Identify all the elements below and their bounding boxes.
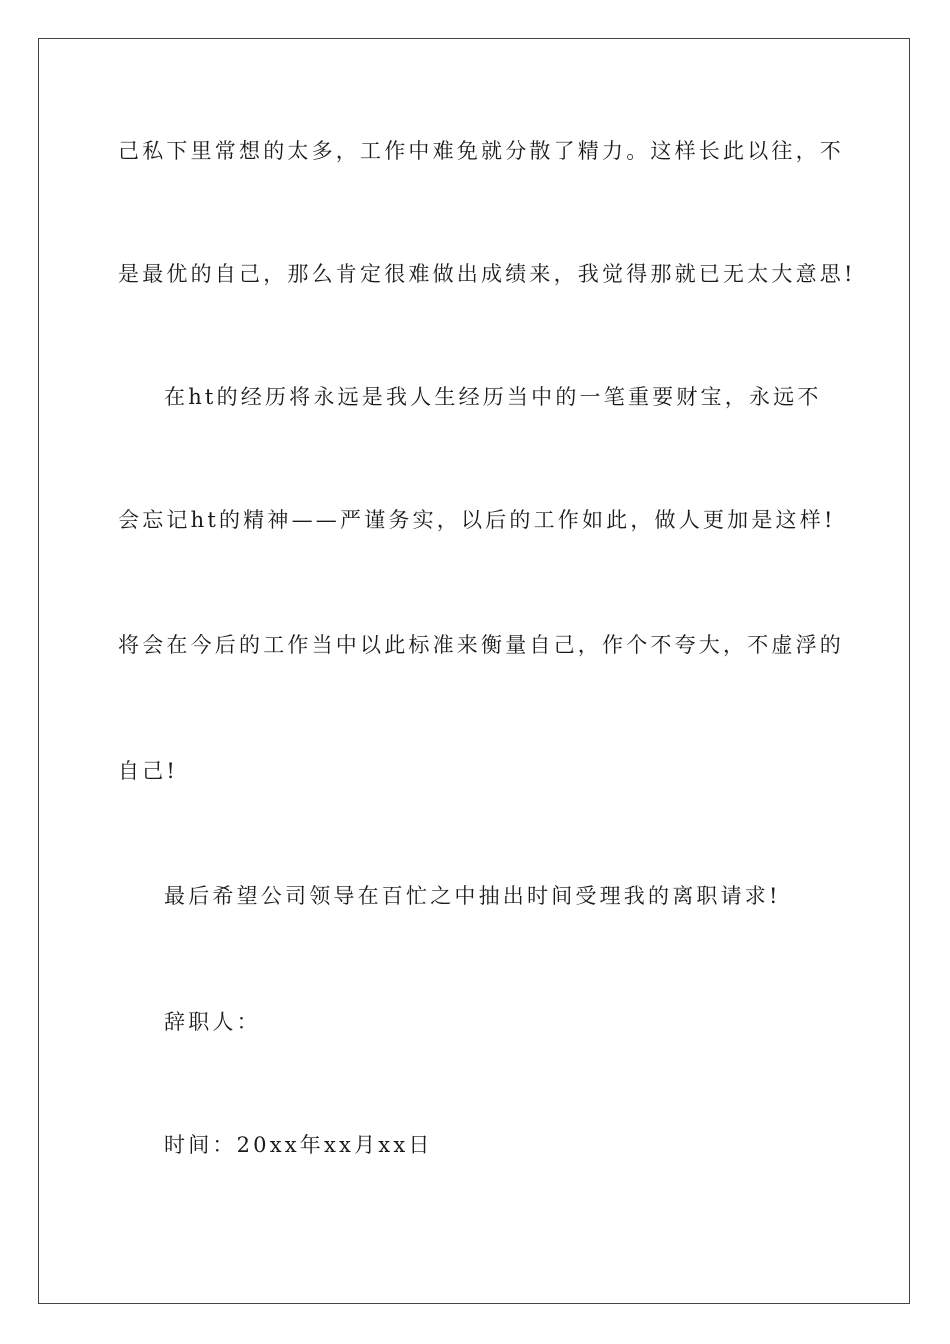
page-border xyxy=(38,38,910,1304)
date-line: 时间：20xx年xx月xx日 xyxy=(164,1133,433,1157)
body-text-line-1: 己私下里常想的太多，工作中难免就分散了精力。这样长此以往，不 xyxy=(118,139,844,163)
signatory-line: 辞职人： xyxy=(164,1010,261,1034)
closing-request-line: 最后希望公司领导在百忙之中抽出时间受理我的离职请求! xyxy=(164,884,781,908)
body-text-line-3: 在ht的经历将永远是我人生经历当中的一笔重要财宝，永远不 xyxy=(164,385,822,409)
body-text-line-4: 会忘记ht的精神——严谨务实，以后的工作如此，做人更加是这样! xyxy=(118,508,836,532)
body-text-line-5: 将会在今后的工作当中以此标准来衡量自己，作个不夸大，不虚浮的 xyxy=(118,633,844,657)
body-text-line-2: 是最优的自己，那么肯定很难做出成绩来，我觉得那就已无太大意思! xyxy=(118,262,856,286)
body-text-line-6: 自己! xyxy=(118,759,179,783)
